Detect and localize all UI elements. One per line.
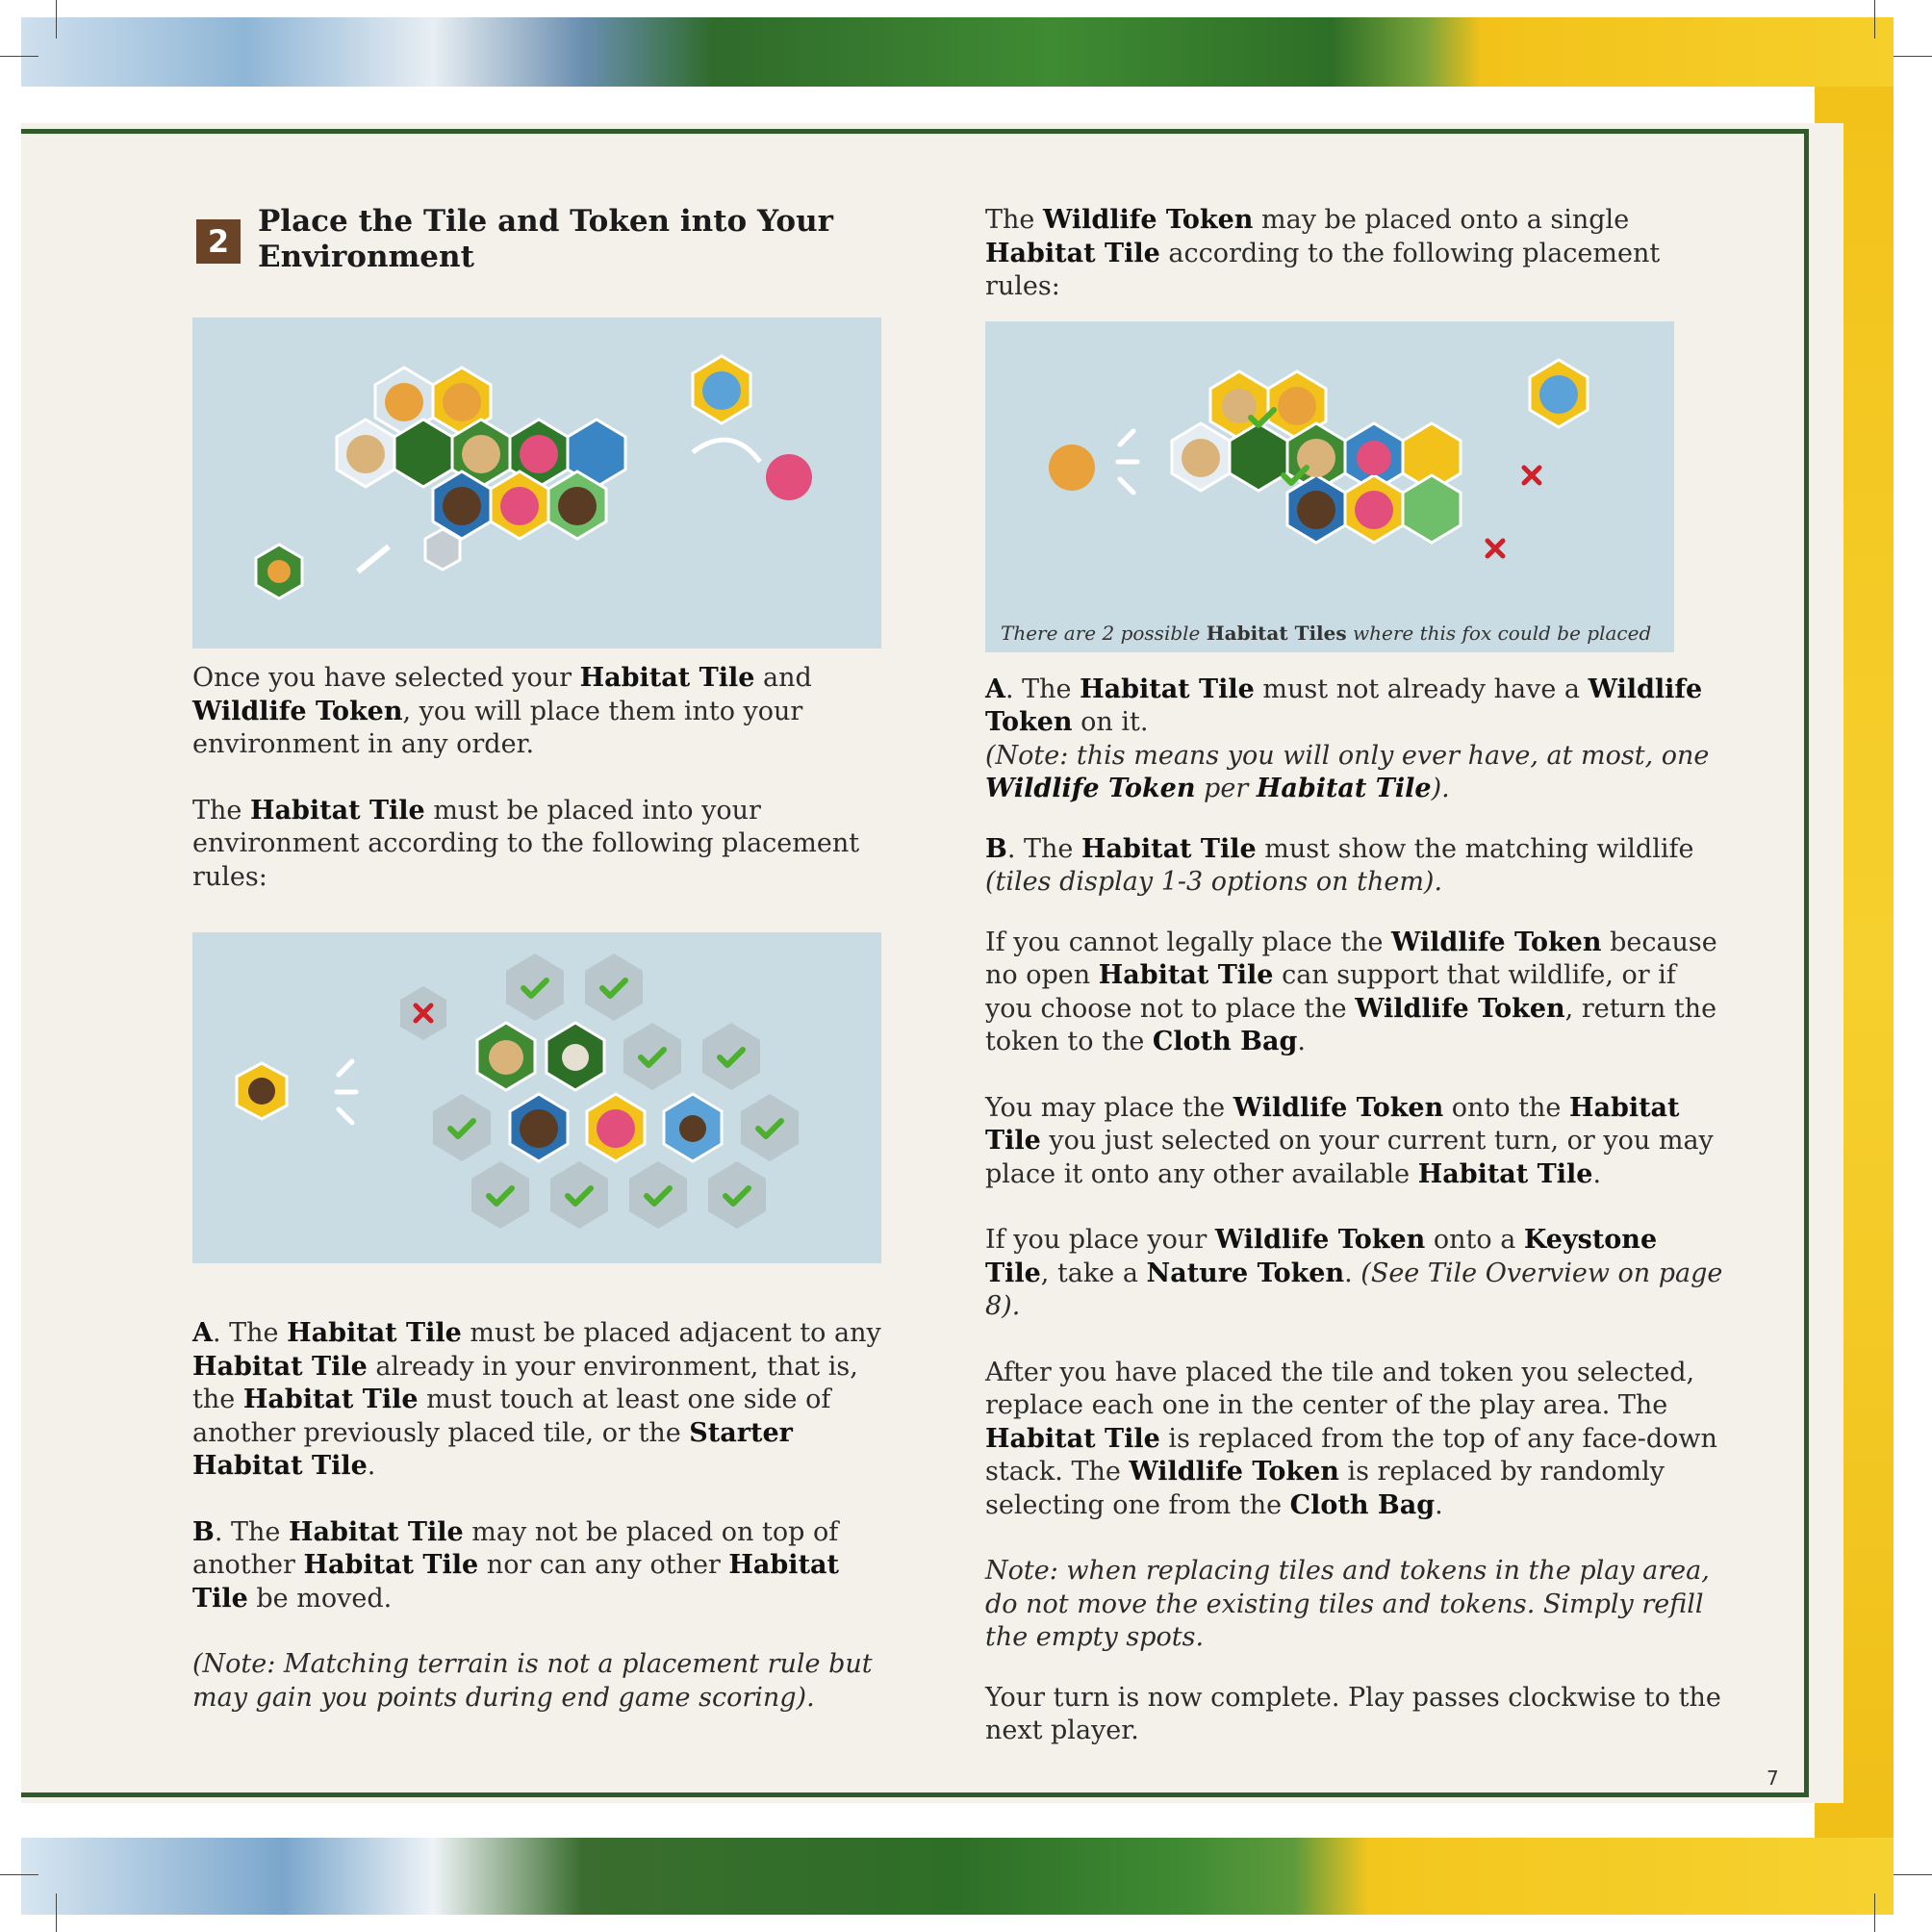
left-column bbox=[192, 192, 895, 1715]
rule-a-adjacent: A. The Habitat Tile must be placed adjacent to any Habitat Tile already in your environment, that is, the Habitat Tile must touch at least one side of another previously placed tile, or the Starter Habitat Tile. bbox=[192, 1318, 881, 1481]
section-heading bbox=[196, 204, 895, 275]
paragraph-cannot-place: If you cannot legally place the Wildlife Token because no open Habitat Tile can support that wildlife, or if you choose not to place the Wildlife Token, return the token to the Cloth Bag. bbox=[985, 927, 1717, 1056]
crop-mark bbox=[0, 1874, 38, 1875]
adjacency-hex-illustration bbox=[192, 932, 881, 1263]
fox-placement-illustration bbox=[985, 321, 1674, 652]
crop-mark bbox=[0, 56, 38, 57]
rule-b-matching-wildlife: B. The Habitat Tile must show the matching wildlife (tiles display 1-3 options on them). bbox=[985, 833, 1694, 897]
figure-tile-placement bbox=[192, 318, 881, 648]
bottom-terrain-band bbox=[21, 1838, 1894, 1915]
rule-a-no-existing-token: A. The Habitat Tile must not already have a Wildlife Token on it. (Note: this means you will only ever have, at most, one Wildlife Token per Habitat Tile). bbox=[985, 674, 1710, 803]
hex-cluster-illustration bbox=[192, 318, 881, 648]
right-column bbox=[985, 192, 1726, 1748]
paragraph-selected-tile: Once you have selected your Habitat Tile and Wildlife Token, you will place them into your environment in any order. bbox=[192, 663, 812, 759]
step-number-badge: 2 bbox=[196, 219, 241, 264]
paragraph-replace: After you have placed the tile and token you selected, replace each one in the center of the play area. The Habitat Tile is replaced from the top of any face-down stack. The Wildlife Token is replaced by randomly selecting one from the Cloth Bag. bbox=[985, 1357, 1717, 1520]
crop-mark bbox=[56, 1894, 57, 1932]
paragraph-keystone: If you place your Wildlife Token onto a Keystone Tile, take a Nature Token. (See Tile Overview on page 8). bbox=[985, 1225, 1723, 1321]
note-replacing: Note: when replacing tiles and tokens in the play area, do not move the existing tiles and tokens. Simply refill the empty spots. bbox=[985, 1556, 1710, 1652]
paragraph-wildlife-intro: The Wildlife Token may be placed onto a single Habitat Tile according to the following placement rules: bbox=[985, 205, 1661, 301]
figure-fox-placement bbox=[985, 321, 1674, 652]
top-terrain-band bbox=[21, 17, 1894, 87]
rule-b-no-stacking: B. The Habitat Tile may not be placed on top of another Habitat Tile nor can any other Habitat Tile be moved. bbox=[192, 1516, 840, 1614]
crop-mark bbox=[1874, 0, 1875, 38]
paragraph-habitat-rules-intro: The Habitat Tile must be placed into your environment according to the following placement rules: bbox=[192, 795, 860, 892]
crop-mark bbox=[56, 0, 57, 38]
figure-caption: There are 2 possible Habitat Tiles where this fox could be placed bbox=[1001, 621, 1652, 645]
crop-mark bbox=[1894, 56, 1932, 57]
paragraph-may-place: You may place the Wildlife Token onto the Habitat Tile you just selected on your current turn, or you may place it onto any other available Habitat Tile. bbox=[985, 1092, 1714, 1189]
figure-adjacency-rules bbox=[192, 932, 881, 1263]
page-number: 7 bbox=[1767, 1767, 1779, 1790]
note-matching-terrain: (Note: Matching terrain is not a placement rule but may gain you points during end game scoring). bbox=[192, 1649, 873, 1713]
paragraph-turn-complete: Your turn is now complete. Play passes clockwise to the next player. bbox=[985, 1682, 1721, 1745]
section-title: Place the Tile and Token into Your Environment bbox=[258, 204, 833, 274]
crop-mark bbox=[1894, 1874, 1932, 1875]
crop-mark bbox=[1874, 1894, 1875, 1932]
